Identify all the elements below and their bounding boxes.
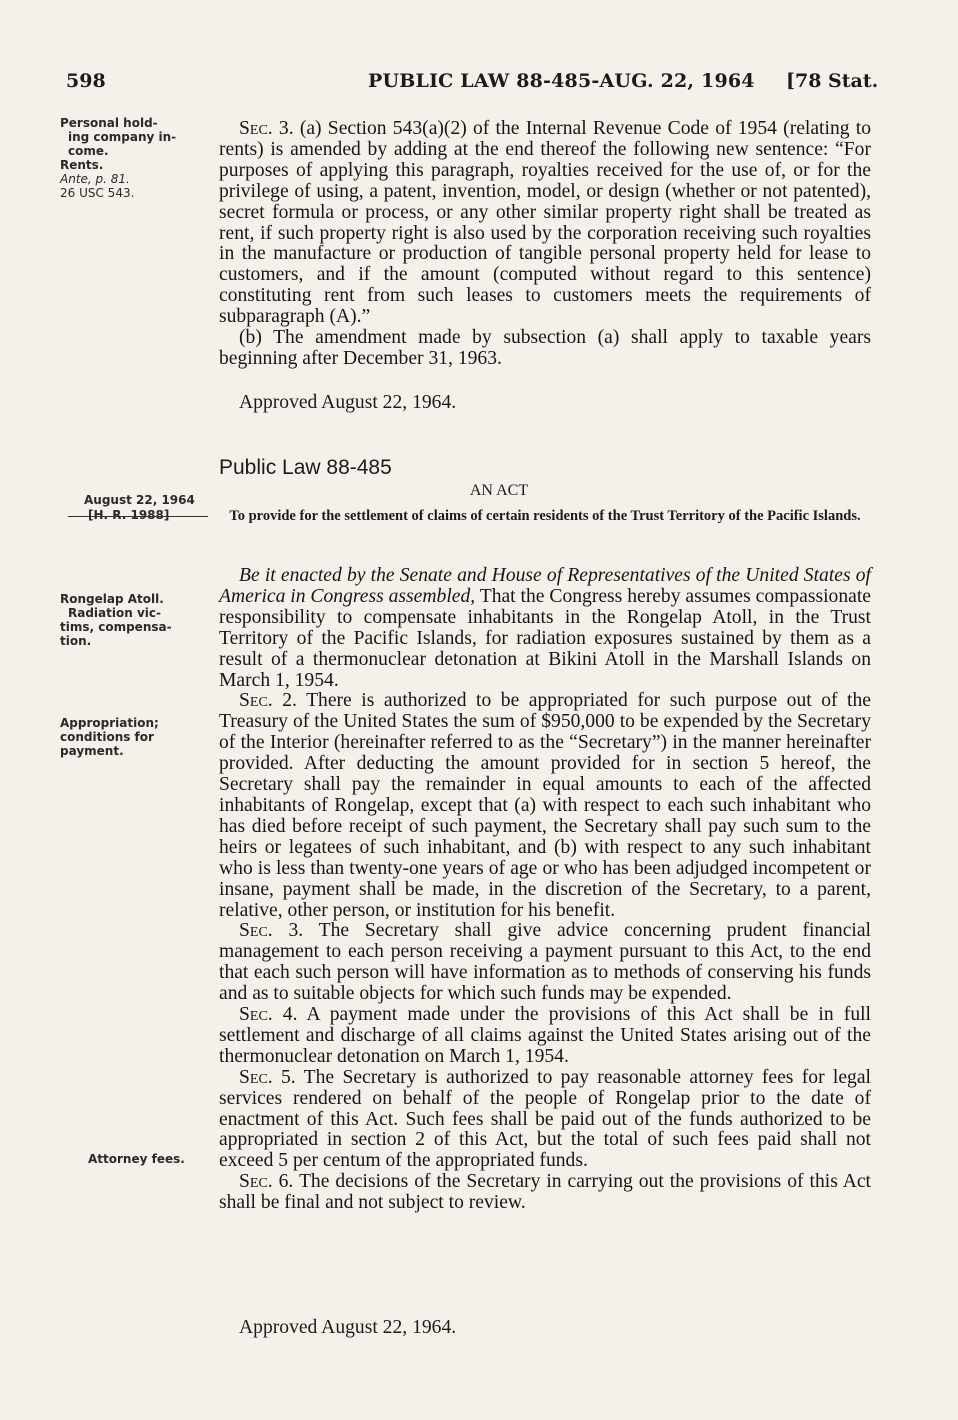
an-act-heading: AN ACT — [469, 482, 529, 499]
section-5-text: The Secretary is authorized to pay reasonable attorney fees for legal services rendered on behalf of the people of Rongelap prior to the date of enactment of this Act. Such fees shall be paid out of the funds authorized to be appropriated in section 2 of this Act, but the total of such fees paid shall not exceed 5 per centum of the appropriated funds. — [219, 1066, 871, 1172]
public-law-body — [219, 566, 871, 1214]
margin-note-line: come. — [68, 144, 109, 158]
margin-note-line: Rongelap Atoll. — [60, 592, 164, 606]
sec3-previous-law — [219, 119, 871, 370]
running-title: PUBLIC LAW 88-485-AUG. 22, 1964 — [368, 70, 755, 92]
section-text: (b) The amendment made by subsection (a) shall apply to taxable years beginning after December 31, 1963. — [219, 327, 871, 369]
margin-note-line: Attorney fees. — [88, 1152, 185, 1166]
act-purpose: To provide for the settlement of claims of certain residents of the Trust Territory of the Pacific Islands. — [229, 508, 861, 524]
approved-line-2: Approved August 22, 1964. — [239, 1317, 457, 1338]
section-1-text: That the Congress hereby assumes compassionate responsibility to compensate inhabitants in the Rongelap Atoll, in the Trust Territory of the Pacific Islands, for radiation exposures sustained by them as a result of a thermonuclear detonation at Bikini Atoll in the Marshall Islands on March 1, 1954. — [219, 585, 871, 691]
section-3-text: The Secretary shall give advice concerning prudent financial management to each person receiving a payment pursuant to this Act, to the end that each such person will have information as to methods of conserving his funds and as to suitable objects for which such funds may be expended. — [219, 920, 871, 1005]
section-lead: Sec. 5. — [239, 1066, 296, 1088]
margin-note-line: tims, compensa- — [60, 620, 172, 634]
margin-note-attorney-fees — [88, 1152, 236, 1166]
margin-note-line: conditions for — [60, 730, 154, 744]
margin-note-line: tion. — [60, 634, 92, 648]
margin-note-line: Ante, p. 81. — [60, 172, 130, 186]
margin-note-line: Radiation vic- — [68, 606, 161, 620]
section-lead: Sec. 2. — [239, 690, 297, 712]
margin-note-rongelap — [60, 592, 208, 648]
margin-note-personal-holding — [60, 116, 208, 200]
public-law-title: Public Law 88-485 — [219, 456, 392, 479]
enacting-clause: Be it enacted by the Senate and House of Representatives of the United States of America in Congress assembled, — [219, 565, 871, 607]
margin-note-line: ing company in- — [68, 130, 177, 144]
page-number: 598 — [66, 70, 106, 92]
section-lead: Sec. 3. — [239, 920, 304, 942]
margin-note-line: 26 USC 543. — [60, 186, 135, 200]
section-4-text: A payment made under the provisions of this Act shall be in full settlement and discharge of all claims against the United States arising out of the thermonuclear detonation on March 1, 1954. — [219, 1004, 871, 1067]
margin-note-line: Rents. — [60, 158, 104, 172]
enactment-date: August 22, 1964 — [84, 493, 195, 507]
section-text: (a) Section 543(a)(2) of the Internal Revenue Code of 1954 (relating to rents) is amended by adding at the end thereof the following new sentence: “For purposes of applying this paragraph, royalties received for the use of, or for the privilege of using, a patent, invention, model, or design (whether or not patented), secret formula or process, or any other similar property right shall be treated as rent, if such property right is also used by the corporation receiving such royalties in the manufacture or production of tangible personal property held for lease to customers, and if the amount (computed without regard to this sentence) constituting rent from such leases to customers meets the requirements of subparagraph (A).” — [219, 118, 871, 328]
approved-line-1: Approved August 22, 1964. — [239, 392, 457, 413]
statute-volume: [78 Stat. — [786, 70, 879, 92]
section-lead: Sec. 6. — [239, 1171, 294, 1193]
margin-note-appropriation — [60, 716, 208, 758]
margin-note-line: Appropriation; — [60, 716, 159, 730]
section-6-text: The decisions of the Secretary in carrying out the provisions of this Act shall be final and not subject to review. — [219, 1171, 871, 1214]
margin-note-line: Personal hold- — [60, 116, 158, 130]
enactment-date-block — [84, 493, 195, 523]
margin-note-line: payment. — [60, 744, 124, 758]
divider-rule — [68, 516, 208, 517]
bill-number: [H. R. 1988] — [88, 508, 170, 522]
section-lead: Sec. 3. — [239, 118, 294, 139]
section-lead: Sec. 4. — [239, 1004, 298, 1026]
section-2-text: There is authorized to be appropriated for such purpose out of the Treasury of the United States the sum of $950,000 to be expended by the Secretary of the Interior (hereinafter referred to as the “Secretary”) in the manner hereinafter provided. After deducting the amount provided for in section 5 hereof, the Secretary shall pay the remainder in equal amounts to each of the affected inhabitants of Rongelap, except that (a) with respect to each such inhabitant who has died before receipt of such payment, the Secretary shall pay such sum to the heirs or legatees of such inhabitant, and (b) with respect to any such inhabitant who is less than twenty-one years of age or who has been adjudged incompetent or insane, payment shall be made, in the discretion of the Secretary, to a parent, relative, other person, or institution for his benefit. — [219, 690, 871, 921]
